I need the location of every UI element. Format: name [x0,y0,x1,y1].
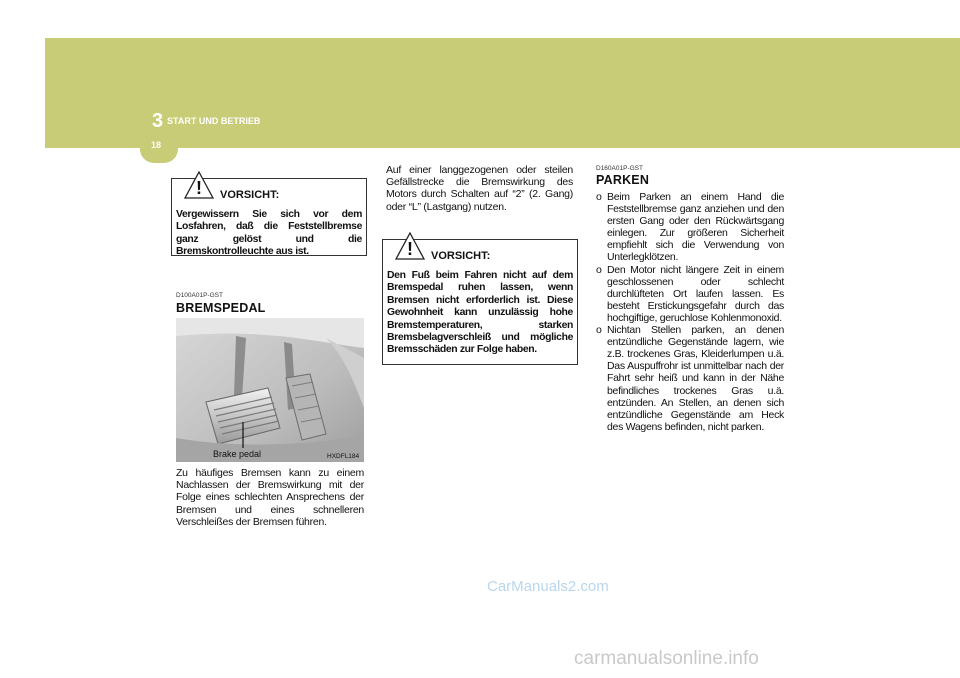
svg-text:!: ! [196,178,202,198]
section-code: D160A01P-GST [596,165,643,172]
bullet-marker: o [596,263,602,276]
warning-header [387,239,573,270]
warning-title: VORSICHT: [220,189,280,201]
chapter-number: 3 [152,110,164,132]
page-number: 18 [151,140,162,150]
watermark-carmanualsonline: carmanualsonline.info [574,648,759,669]
figure-code: HXDFL184 [327,453,360,460]
bullet-text: Den Motor nicht längere Zeit in einem geschlossenen oder schlecht durchlüfteten Ort laufen lassen. Es besteht Erstickungsgefahr durch das hochgiftige, geruchlose Kohlenmonoxid. [607,263,784,324]
section-title-parken: PARKEN [596,173,650,187]
bullet-text: Beim Parken an einem Hand die Feststellbremse ganz anziehen und den ersten Gang oder den Rückwärtsgang einlegen. Zur größeren Sicherheit empfiehlt sich die Verwendung von Unterlegklötzen. [607,191,784,264]
paragraph-bremspedal: Zu häufiges Bremsen kann zu einem Nachlassen der Bremswirkung mit der Folge eines schlechten Ansprechens der Bremsen und eines schnelleren Verschleißes der Bremsen führen. [176,467,364,528]
warning-triangle-icon [184,171,214,199]
section-title-bremspedal: BREMSPEDAL [176,301,266,315]
warning-text: Den Fuß beim Fahren nicht auf dem Bremspedal ruhen lassen, wenn Bremsen nicht erforderlich ist. Diese Gewohnheit kann unzulässig hohe Bremstemperaturen, starken Bremsbelagverschleiß und mögliche Bremsschäden zur Folge haben. [387,270,573,356]
chapter-title: START UND BETRIEB [167,116,261,126]
figure-label-brake-pedal: Brake pedal [213,449,262,459]
watermark-carmanuals2: CarManuals2.com [487,578,609,595]
list-item [596,191,784,264]
paragraph-gefaellstrecke: Auf einer langgezogenen oder steilen Gefällstrecke die Bremswirkung des Motors durch Schalten auf “2” (2. Gang) oder “L” (Lastgang) nutzen. [386,164,573,213]
header-band [45,38,960,148]
warning-box-parking-brake [171,178,367,256]
bullet-marker: o [596,324,602,337]
section-code: D100A01P-GST [176,292,223,299]
warning-title: VORSICHT: [431,250,491,262]
bullet-marker: o [596,191,602,203]
warning-text: Vergewissern Sie sich vor dem Losfahren, daß die Feststellbremse ganz gelöst und die Bremskontrolleuchte aus ist. [176,209,362,258]
brake-pedal-photo [176,318,364,462]
bullet-text: Nichtan Stellen parken, an denen entzündliche Gegenstände lagern, wie z.B. trockenes Gras, Kleiderlumpen u.ä. Das Auspuffrohr ist unmittelbar nach der Fahrt sehr heiß und kann in der Nähe befindliches trockenes Gras u.ä. entzünden. An Stellen, an denen sich entzündliche Gegenstände am Heck des Wagens befinden, nicht parken. [607,324,784,433]
warning-box-brake-pedal [382,239,578,365]
svg-text:!: ! [407,239,413,259]
list-item [596,264,784,324]
list-item [596,324,784,433]
warning-triangle-icon [395,232,425,260]
warning-header [176,178,362,209]
parking-bullet-list [596,191,784,433]
